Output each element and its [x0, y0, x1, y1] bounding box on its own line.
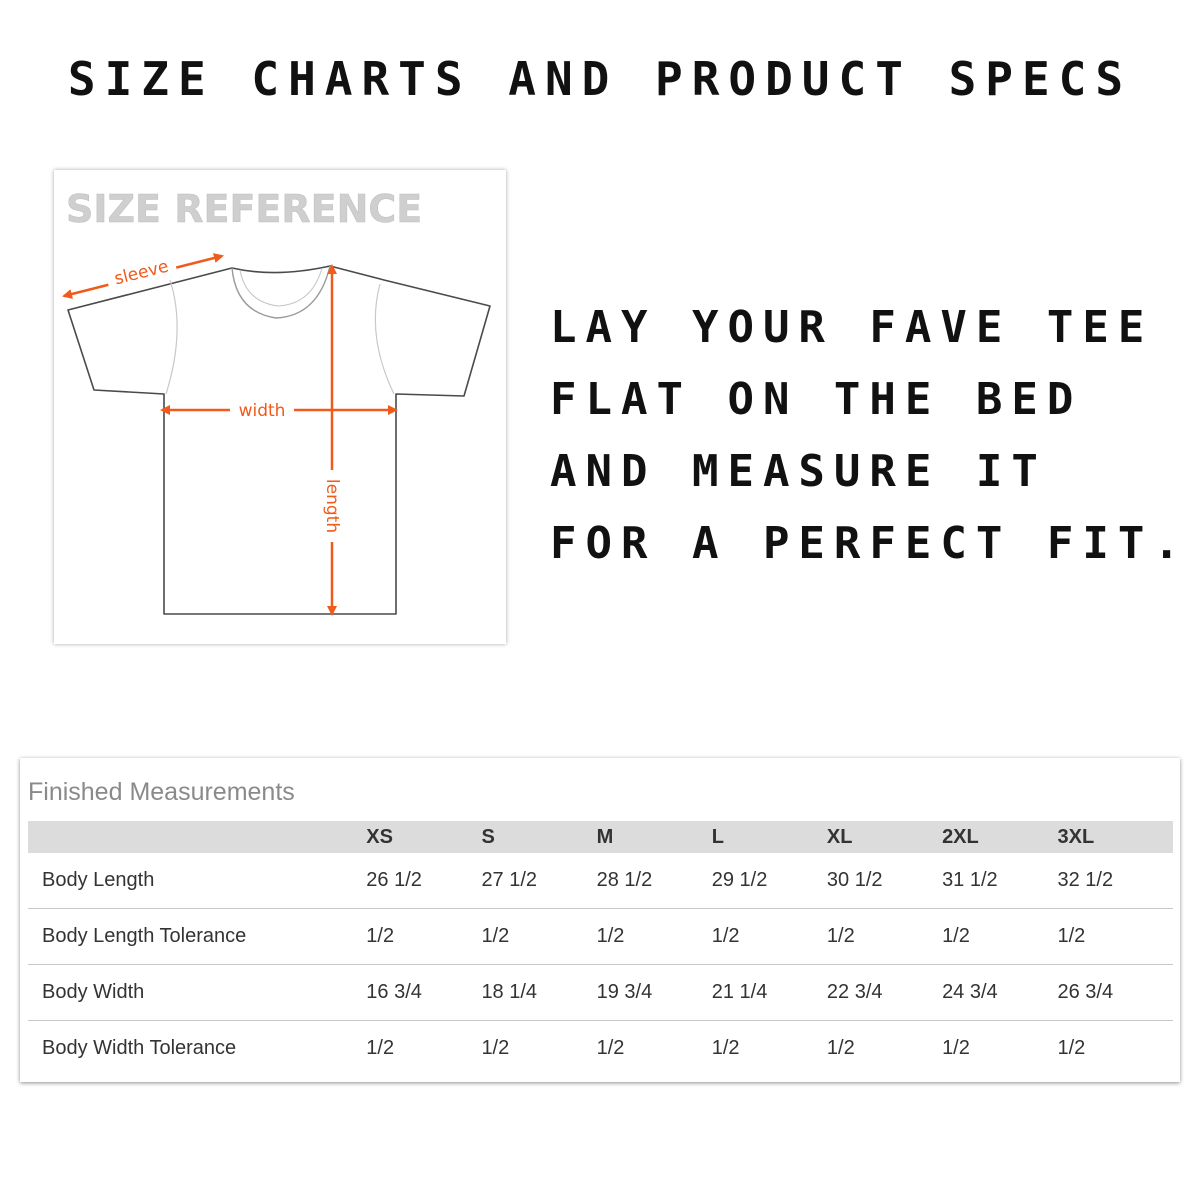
table-row — [28, 965, 1173, 1021]
row-label: Body Width Tolerance — [42, 1037, 237, 1059]
tshirt-diagram — [54, 170, 506, 644]
table-cell: 24 3/4 — [942, 965, 1057, 1021]
instruction-line: FOR A PERFECT FIT. — [550, 518, 1189, 569]
table-cell: 26 1/2 — [366, 853, 481, 909]
table-row — [28, 909, 1173, 965]
measurements-title: Finished Measurements — [28, 778, 295, 806]
size-header: 3XL — [1058, 821, 1174, 853]
size-header: XS — [366, 821, 481, 853]
measure-instructions — [550, 292, 1189, 580]
table-cell: 1/2 — [1057, 1037, 1086, 1059]
table-cell: 1/2 — [1058, 909, 1174, 965]
size-header: L — [712, 821, 827, 853]
table-cell: 1/2 — [942, 909, 1057, 965]
table-cell: 1/2 — [711, 1037, 740, 1059]
table-cell: 1/2 — [481, 1037, 510, 1059]
instruction-line: LAY YOUR FAVE TEE — [550, 302, 1154, 353]
finished-measurements-card — [20, 758, 1180, 1082]
size-reference-card — [54, 170, 506, 644]
table-header-row — [28, 821, 1173, 853]
table-cell: 18 1/4 — [481, 965, 596, 1021]
table-cell: 22 3/4 — [827, 965, 942, 1021]
header-empty-cell — [28, 821, 366, 853]
size-header: XL — [827, 821, 942, 853]
length-label: length — [322, 478, 342, 534]
table-cell: 27 1/2 — [481, 853, 596, 909]
table-cell: 19 3/4 — [597, 965, 712, 1021]
table-cell: 1/2 — [712, 909, 827, 965]
instruction-line: AND MEASURE IT — [550, 446, 1047, 497]
size-reference-heading: SIZE REFERENCE — [66, 187, 423, 231]
table-cell: 1/2 — [827, 909, 942, 965]
size-header: S — [481, 821, 596, 853]
table-row — [28, 1021, 1173, 1077]
table-row — [28, 853, 1173, 909]
width-label: width — [238, 401, 286, 421]
row-label: Body Width — [28, 965, 366, 1021]
row-label: Body Length — [28, 853, 366, 909]
table-cell: 1/2 — [826, 1037, 855, 1059]
table-cell: 1/2 — [366, 909, 481, 965]
table-cell: 31 1/2 — [942, 853, 1057, 909]
size-header: 2XL — [942, 821, 1057, 853]
table-cell: 16 3/4 — [366, 965, 481, 1021]
size-header: M — [597, 821, 712, 853]
page-title: SIZE CHARTS AND PRODUCT SPECS — [67, 52, 1133, 106]
table-cell: 1/2 — [596, 1037, 625, 1059]
table-cell: 21 1/4 — [712, 965, 827, 1021]
table-cell: 28 1/2 — [597, 853, 712, 909]
row-label: Body Length Tolerance — [28, 909, 366, 965]
table-cell: 1/2 — [366, 1037, 395, 1059]
measurements-table — [28, 821, 1173, 1076]
table-cell: 29 1/2 — [712, 853, 827, 909]
table-cell: 1/2 — [481, 909, 596, 965]
table-cell: 26 3/4 — [1058, 965, 1174, 1021]
table-cell: 1/2 — [942, 1037, 970, 1059]
table-cell: 30 1/2 — [827, 853, 942, 909]
table-cell: 1/2 — [597, 909, 712, 965]
table-cell: 32 1/2 — [1058, 853, 1174, 909]
sleeve-label: sleeve — [112, 256, 171, 290]
instruction-line: FLAT ON THE BED — [550, 374, 1083, 425]
